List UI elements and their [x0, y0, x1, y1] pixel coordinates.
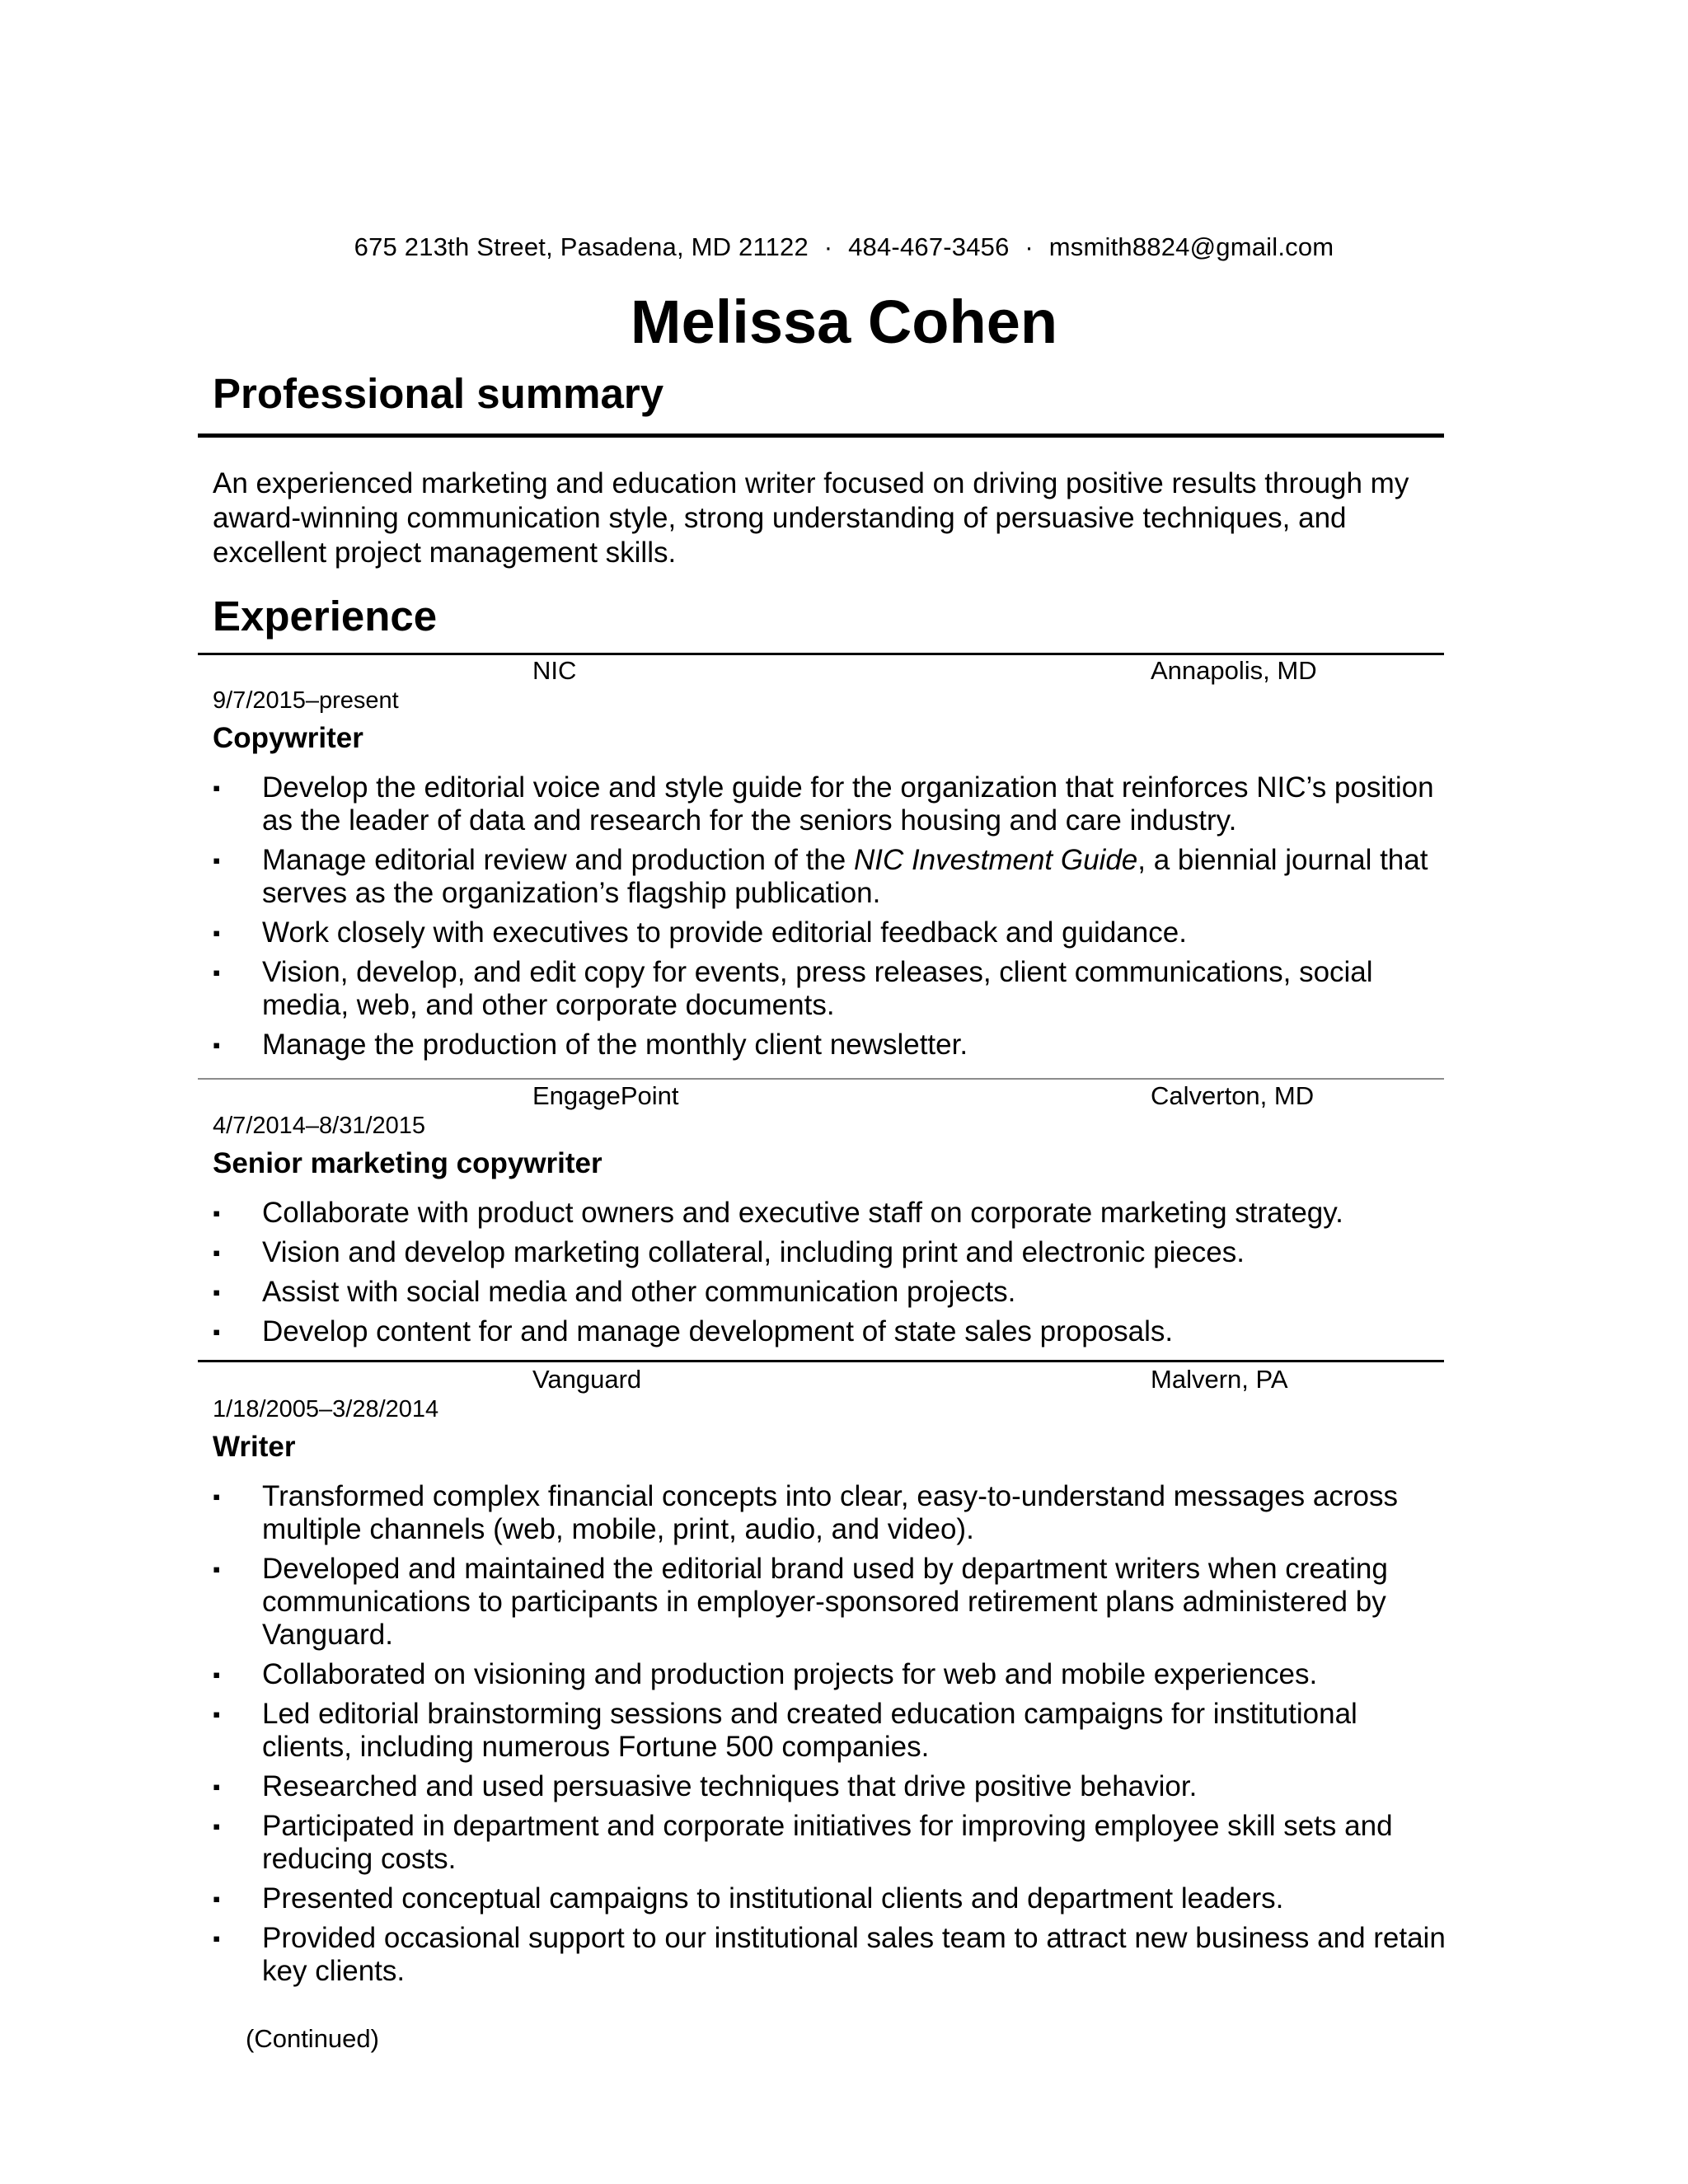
bullet-text: Assist with social media and other communication projects. — [262, 1276, 1016, 1308]
contact-address: 675 213th Street, Pasadena, MD 21122 — [354, 232, 809, 261]
bullet-text: Collaborate with product owners and executive staff on corporate marketing strategy. — [262, 1197, 1343, 1229]
bullet-marker: ▪ — [213, 1557, 221, 1582]
bullet-marker: ▪ — [213, 1033, 221, 1057]
bullet-marker: ▪ — [213, 848, 221, 873]
bullet-item — [213, 1315, 1449, 1348]
bullet-item — [213, 1698, 1449, 1764]
contact-phone: 484-467-3456 — [848, 232, 1010, 261]
bullet-item — [213, 916, 1449, 949]
bullet-item — [213, 1029, 1449, 1062]
bullet-marker: ▪ — [213, 960, 221, 985]
bullet-item — [213, 1197, 1449, 1230]
job-dates: 4/7/2014–8/31/2015 — [213, 1113, 426, 1139]
bullet-item — [213, 1810, 1449, 1876]
contact-email[interactable]: msmith8824@gmail.com — [1048, 232, 1334, 261]
bullet-marker: ▪ — [213, 1280, 221, 1305]
experience-heading: Experience — [213, 593, 438, 640]
bullet-item — [213, 844, 1449, 910]
job-dates: 9/7/2015–present — [213, 687, 399, 714]
contact-line — [0, 232, 1688, 262]
job-location: Calverton, MD — [1151, 1081, 1315, 1110]
job-location: Malvern, PA — [1151, 1365, 1288, 1394]
bullet-text: Work closely with executives to provide editorial feedback and guidance. — [262, 916, 1187, 949]
bullet-text: Presented conceptual campaigns to institutional clients and department leaders. — [262, 1882, 1284, 1915]
job-bullets — [213, 1197, 1449, 1355]
summary-text: An experienced marketing and education writer focused on driving positive results through my award-winning communication style, strong understanding of persuasive techniques, and excellent project management skills. — [213, 467, 1409, 569]
bullet-item — [213, 1658, 1449, 1691]
bullet-text: Vision and develop marketing collateral, including print and electronic pieces. — [262, 1236, 1245, 1268]
bullet-text: Collaborated on visioning and production projects for web and mobile experiences. — [262, 1658, 1318, 1690]
bullet-text: Led editorial brainstorming sessions and created education campaigns for institutional clients, including numerous Fortune 500 companies. — [262, 1698, 1357, 1763]
job-title: Copywriter — [213, 722, 363, 754]
summary-heading: Professional summary — [213, 370, 664, 417]
job-location: Annapolis, MD — [1151, 656, 1317, 685]
bullet-marker: ▪ — [213, 1886, 221, 1911]
bullet-text: Vision, develop, and edit copy for events, press releases, client communications, social media, web, and other corporate documents. — [262, 956, 1373, 1021]
bullet-marker: ▪ — [213, 1774, 221, 1799]
job-company: NIC — [532, 656, 577, 685]
bullet-item — [213, 1922, 1449, 1988]
summary-rule — [198, 434, 1444, 438]
job-divider — [198, 1360, 1444, 1362]
bullet-text: Develop the editorial voice and style guide for the organization that reinforces NIC’s position as the leader of data and research for the seniors housing and care industry. — [262, 771, 1434, 837]
job-company: EngagePoint — [532, 1081, 679, 1110]
job-company: Vanguard — [532, 1365, 642, 1394]
bullet-marker: ▪ — [213, 1240, 221, 1265]
job-bullets — [213, 1480, 1449, 1994]
bullet-item — [213, 1480, 1449, 1546]
job-divider — [198, 1078, 1444, 1080]
candidate-name: Melissa Cohen — [630, 288, 1058, 356]
bullet-text: Manage editorial review and production of the NIC Investment Guide, a biennial journal that serves as the organization’s flagship publication. — [262, 844, 1428, 909]
bullet-text: Researched and used persuasive techniques that drive positive behavior. — [262, 1770, 1198, 1802]
job-title: Senior marketing copywriter — [213, 1147, 603, 1179]
bullet-text: Participated in department and corporate initiatives for improving employee skill sets and reducing costs. — [262, 1810, 1393, 1875]
bullet-text: Transformed complex financial concepts into clear, easy-to-understand messages across multiple channels (web, mobile, print, audio, and video). — [262, 1480, 1398, 1545]
bullet-item — [213, 771, 1449, 837]
experience-rule — [198, 653, 1444, 655]
bullet-item — [213, 1882, 1449, 1915]
bullet-item — [213, 956, 1449, 1022]
bullet-marker: ▪ — [213, 776, 221, 800]
bullet-marker: ▪ — [213, 1662, 221, 1687]
continued-note: (Continued) — [246, 2024, 379, 2053]
contact-separator: · — [1025, 232, 1034, 261]
bullet-marker: ▪ — [213, 1484, 221, 1509]
bullet-text: Manage the production of the monthly client newsletter. — [262, 1029, 968, 1061]
bullet-item — [213, 1770, 1449, 1803]
job-dates: 1/18/2005–3/28/2014 — [213, 1396, 439, 1422]
bullet-marker: ▪ — [213, 1702, 221, 1727]
bullet-marker: ▪ — [213, 1926, 221, 1951]
bullet-item — [213, 1276, 1449, 1309]
bullet-marker: ▪ — [213, 921, 221, 945]
contact-separator: · — [823, 232, 833, 261]
bullet-text: Develop content for and manage development of state sales proposals. — [262, 1315, 1174, 1347]
job-bullets — [213, 771, 1449, 1068]
bullet-marker: ▪ — [213, 1814, 221, 1839]
bullet-marker: ▪ — [213, 1201, 221, 1226]
bullet-item — [213, 1236, 1449, 1269]
bullet-marker: ▪ — [213, 1319, 221, 1344]
bullet-text: Provided occasional support to our institutional sales team to attract new business and retain key clients. — [262, 1922, 1446, 1987]
job-title: Writer — [213, 1431, 296, 1463]
bullet-text: Developed and maintained the editorial brand used by department writers when creating communications to participants in employer-sponsored retirement plans administered by Vanguard. — [262, 1553, 1388, 1651]
bullet-item — [213, 1553, 1449, 1652]
